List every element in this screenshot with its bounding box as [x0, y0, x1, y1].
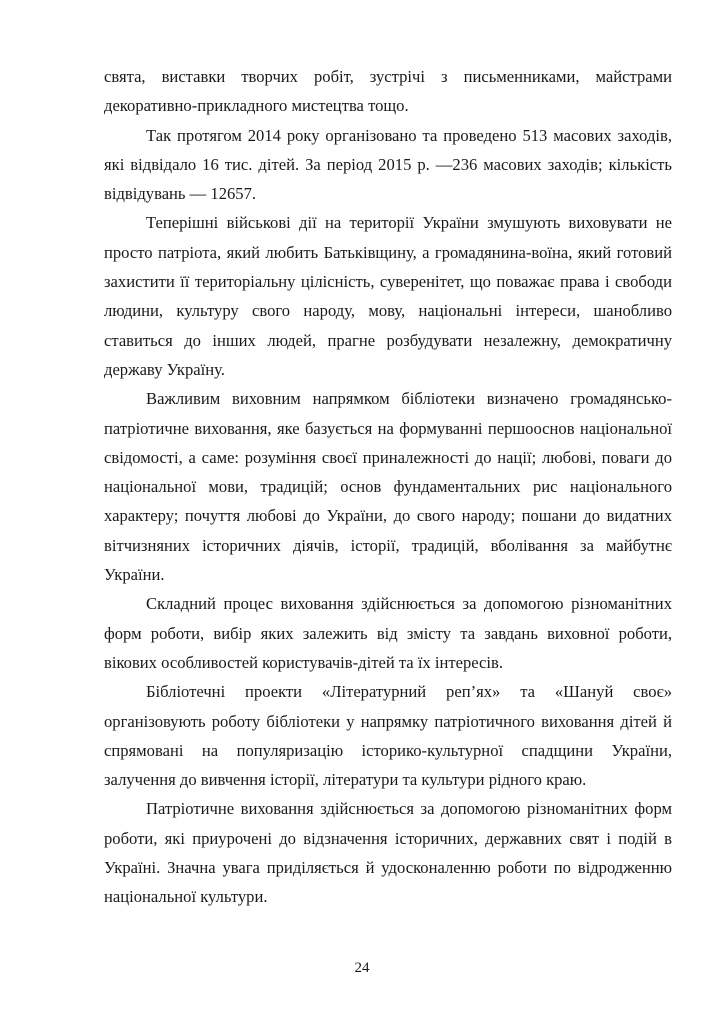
paragraph-patriotic-education: Патріотичне виховання здійснюється за допомогою різноманітних форм роботи, які приурочені до відзначення історичних, державних свят і подій в Україні. Значна увага приділяється й удосконаленню роботи по відродженню національної культури. [104, 799, 672, 907]
paragraph-education-forms: Складний процес виховання здійснюється за допомогою різноманітних форм роботи, вибір яких залежить від змісту та завдань виховної роботи, вікових особливостей користувачів-дітей та їх інтересів. [104, 594, 672, 672]
document-body [104, 62, 672, 912]
paragraph-civic-education: Важливим виховним напрямком бібліотеки визначено громадянсько-патріотичне виховання, яке базується на формуванні першооснов національної свідомості, а саме: розуміння своєї приналежності до нації; любові, поваги до національної мови, традицій; основ фундаментальних рис національного характеру; почуття любові до України, до свого народу; пошани до видатних вітчизняних історичних діячів, історії, традицій, вболівання за майбутнє України. [104, 389, 672, 585]
paragraph-continuation: свята, виставки творчих робіт, зустрічі з письменниками, майстрами декоративно-прикладного мистецтва тощо. [104, 67, 672, 116]
paragraph-military-patriotism: Теперішні військові дії на території України змушують виховувати не просто патріота, який любить Батьківщину, а громадянина-воїна, який готовий захистити її територіальну цілісність, суверенітет, що поважає права і свободи людини, культуру свого народу, мову, національні інтереси, шанобливо ставиться до інших людей, прагне розбудувати незалежну, демократичну державу Україну. [104, 213, 672, 379]
page-number: 24 [354, 960, 370, 976]
paragraph-events-statistics: Так протягом 2014 року організовано та проведено 513 масових заходів, які відвідало 16 тис. дітей. За період 2015 р. —236 масових заходів; кількість відвідувань — 12657. [104, 125, 672, 204]
paragraph-library-projects: Бібліотечні проекти «Літературний реп’ях» та «Шануй своє» організовують роботу бібліотеки у напрямку патріотичного виховання дітей й спрямовані на популяризацію історико-культурної спадщини України, залучення до вивчення історії, літератури та культури рідного краю. [104, 682, 672, 790]
